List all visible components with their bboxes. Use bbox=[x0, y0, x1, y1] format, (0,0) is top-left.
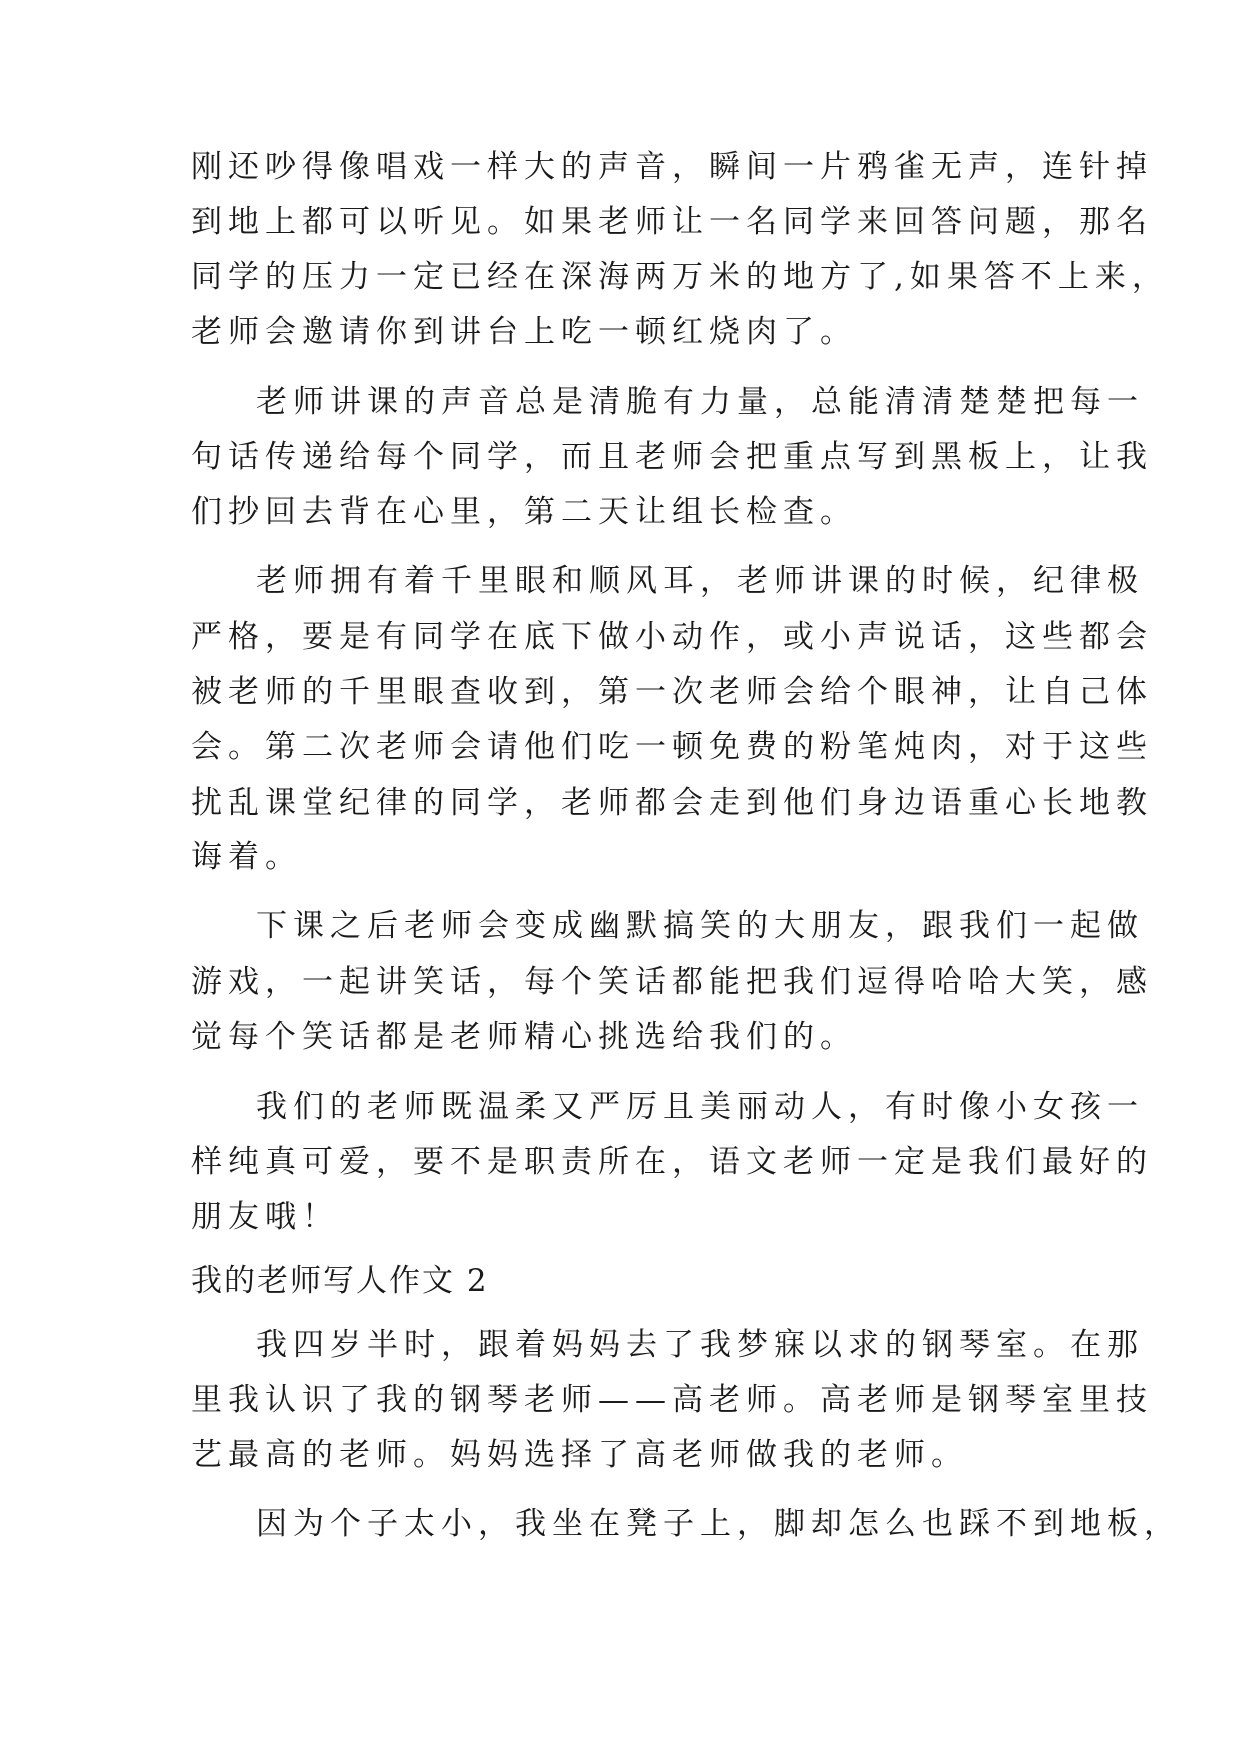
text-line: 句话传递给每个同学，而且老师会把重点写到黑板上，让我 bbox=[191, 439, 1153, 475]
text-line: 艺最高的老师。妈妈选择了高老师做我的老师。 bbox=[191, 1437, 968, 1473]
text-line: 严格，要是有同学在底下做小动作，或小声说话，这些都会 bbox=[191, 619, 1153, 655]
text-line: 们抄回去背在心里，第二天让组长检查。 bbox=[191, 494, 857, 530]
text-line: 扰乱课堂纪律的同学，老师都会走到他们身边语重心长地教 bbox=[191, 785, 1153, 821]
text-line: 到地上都可以听见。如果老师让一名同学来回答问题，那名 bbox=[191, 204, 1153, 240]
text-line: 刚还吵得像唱戏一样大的声音，瞬间一片鸦雀无声，连针掉 bbox=[191, 149, 1153, 185]
section-heading: 我的老师写人作文 2 bbox=[191, 1263, 489, 1299]
text-line: 老师会邀请你到讲台上吃一顿红烧肉了。 bbox=[191, 314, 857, 350]
text-line: 游戏，一起讲笑话，每个笑话都能把我们逗得哈哈大笑，感 bbox=[191, 964, 1153, 1000]
text-line: 朋友哦！ bbox=[191, 1199, 339, 1235]
text-line: 里我认识了我的钢琴老师——高老师。高老师是钢琴室里技 bbox=[191, 1382, 1153, 1418]
text-line: 会。第二次老师会请他们吃一顿免费的粉笔炖肉，对于这些 bbox=[191, 729, 1153, 765]
paragraph-first-line: 我四岁半时，跟着妈妈去了我梦寐以求的钢琴室。在那 bbox=[256, 1327, 1144, 1363]
paragraph-first-line: 老师拥有着千里眼和顺风耳，老师讲课的时候，纪律极 bbox=[256, 563, 1144, 599]
text-line: 被老师的千里眼查收到，第一次老师会给个眼神，让自己体 bbox=[191, 674, 1153, 710]
text-line: 觉每个笑话都是老师精心挑选给我们的。 bbox=[191, 1019, 857, 1055]
text-line: 同学的压力一定已经在深海两万米的地方了,如果答不上来， bbox=[191, 259, 1169, 295]
paragraph-first-line: 老师讲课的声音总是清脆有力量，总能清清楚楚把每一 bbox=[256, 384, 1144, 420]
text-line: 诲着。 bbox=[191, 839, 302, 875]
text-line: 样纯真可爱，要不是职责所在，语文老师一定是我们最好的 bbox=[191, 1144, 1153, 1180]
paragraph-first-line: 我们的老师既温柔又严厉且美丽动人，有时像小女孩一 bbox=[256, 1089, 1144, 1125]
paragraph-first-line: 下课之后老师会变成幽默搞笑的大朋友，跟我们一起做 bbox=[256, 908, 1144, 944]
paragraph-first-line: 因为个子太小，我坐在凳子上，脚却怎么也踩不到地板， bbox=[256, 1506, 1181, 1542]
